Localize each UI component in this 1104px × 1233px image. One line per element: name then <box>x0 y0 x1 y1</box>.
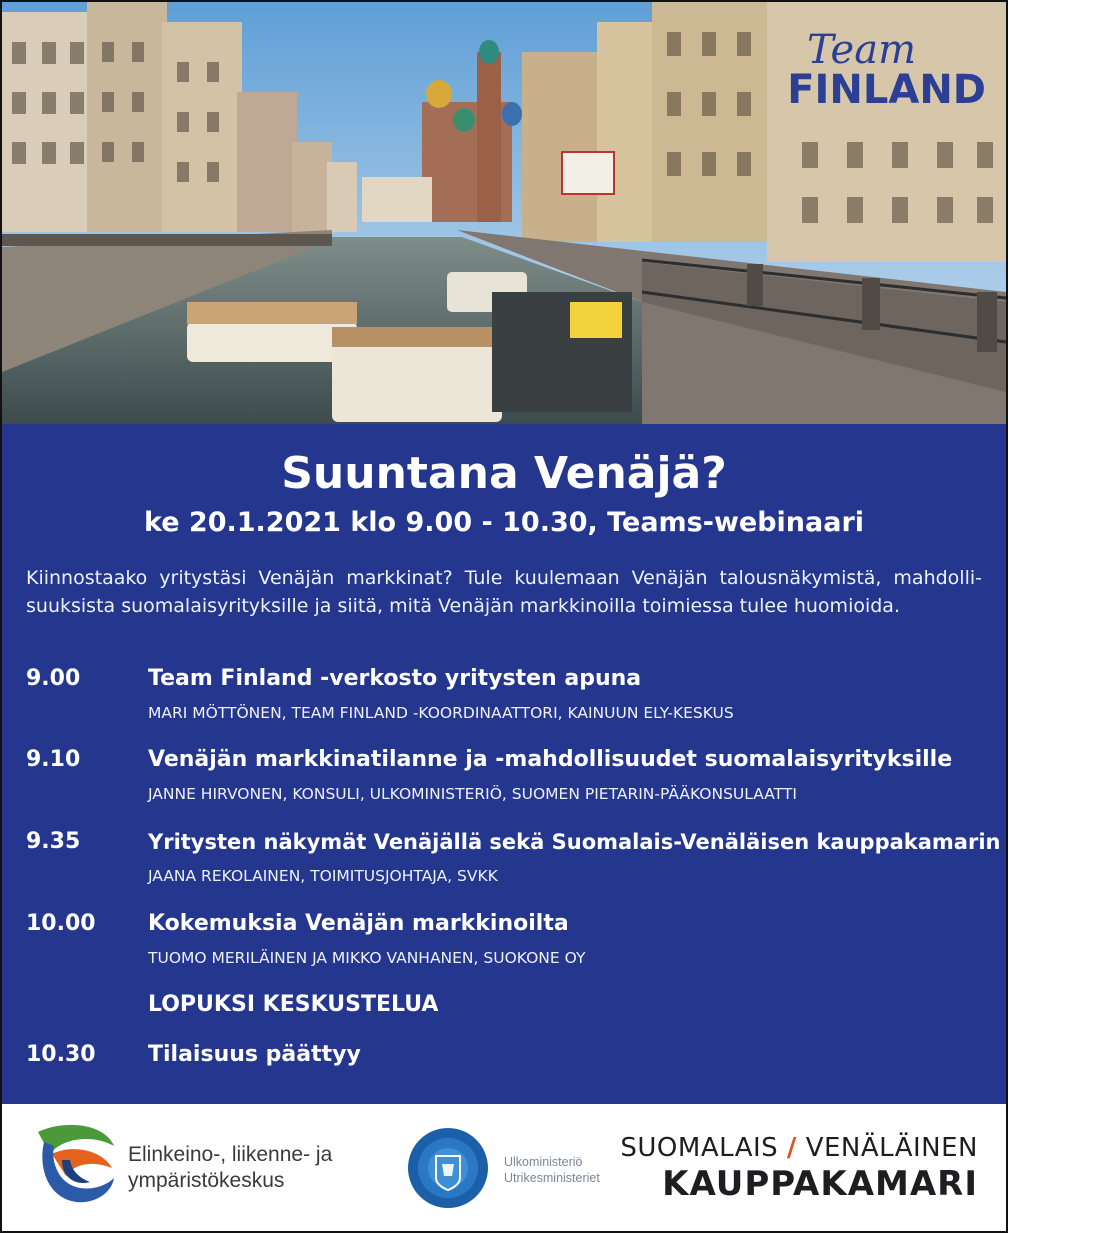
program-speaker: TUOMO MERILÄINEN JA MIKKO VANHANEN, SUOKONE OY <box>148 949 586 967</box>
program-topic: Tilaisuus päättyy <box>148 1042 361 1067</box>
team-finland-logo-team: Team <box>806 27 916 73</box>
program-time: 9.10 <box>26 747 81 772</box>
program-time: 10.30 <box>26 1042 96 1067</box>
ministry-emblem-icon <box>406 1126 490 1214</box>
program-time: 9.00 <box>26 666 81 691</box>
ely-keskus-name <box>128 1142 388 1194</box>
program-topic: Team Finland -verkosto yritysten apuna <box>148 666 642 691</box>
team-finland-logo <box>787 27 986 113</box>
program-topic: Venäjän markkinatilanne ja -mahdollisuudet suomalaisyrityksille <box>148 747 953 772</box>
program-topic: Yritysten näkymät Venäjällä sekä Suomalais-Venäläisen kauppakamarin palvelut <box>148 830 1104 854</box>
ely-keskus-name-line2: ympäristökeskus <box>128 1169 285 1192</box>
ely-keskus-logo-icon <box>32 1120 118 1208</box>
event-details <box>2 424 1104 1104</box>
chamber-name-line2: KAUPPAKAMARI <box>662 1164 978 1204</box>
chamber-slash: / <box>786 1133 797 1163</box>
ely-keskus-name-line1: Elinkeino-, liikenne- ja <box>128 1143 333 1166</box>
team-finland-logo-finland: FINLAND <box>787 67 986 113</box>
program-topic: Kokemuksia Venäjän markkinoilta <box>148 911 569 936</box>
partner-logos <box>2 1104 1006 1231</box>
chamber-of-commerce-logo <box>620 1132 978 1204</box>
ministry-name-fi: Ulkoministeriö <box>504 1155 583 1169</box>
program-speaker: JANNE HIRVONEN, KONSULI, ULKOMINISTERIÖ, SUOMEN PIETARIN-PÄÄKONSULAATTI <box>148 785 797 803</box>
program-time: 9.35 <box>26 829 81 854</box>
hero-photo <box>2 2 1006 424</box>
program-time: 10.00 <box>26 911 96 936</box>
event-date-time: ke 20.1.2021 klo 9.00 - 10.30, Teams-webinaari <box>143 507 865 538</box>
ministry-name-sv: Utrikesministeriet <box>504 1171 600 1185</box>
event-intro: Kiinnostaako yritystäsi Venäjän markkinat? Tule kuulemaan Venäjän talousnäkymistä, mahdolli-suuksista suomalaisyrityksille ja siitä, mitä Venäjän markkinoilla toimiessa tulee huomioida. <box>26 567 982 617</box>
program-speaker: MARI MÖTTÖNEN, TEAM FINLAND -KOORDINAATTORI, KAINUUN ELY-KESKUS <box>148 704 734 722</box>
event-title: Suuntana Venäjä? <box>281 448 727 499</box>
program-speaker: JAANA REKOLAINEN, TOIMITUSJOHTAJA, SVKK <box>148 867 498 885</box>
chamber-name-part2: VENÄLÄINEN <box>805 1133 978 1163</box>
program-topic: LOPUKSI KESKUSTELUA <box>148 992 439 1017</box>
chamber-name-part1: SUOMALAIS <box>620 1133 779 1163</box>
